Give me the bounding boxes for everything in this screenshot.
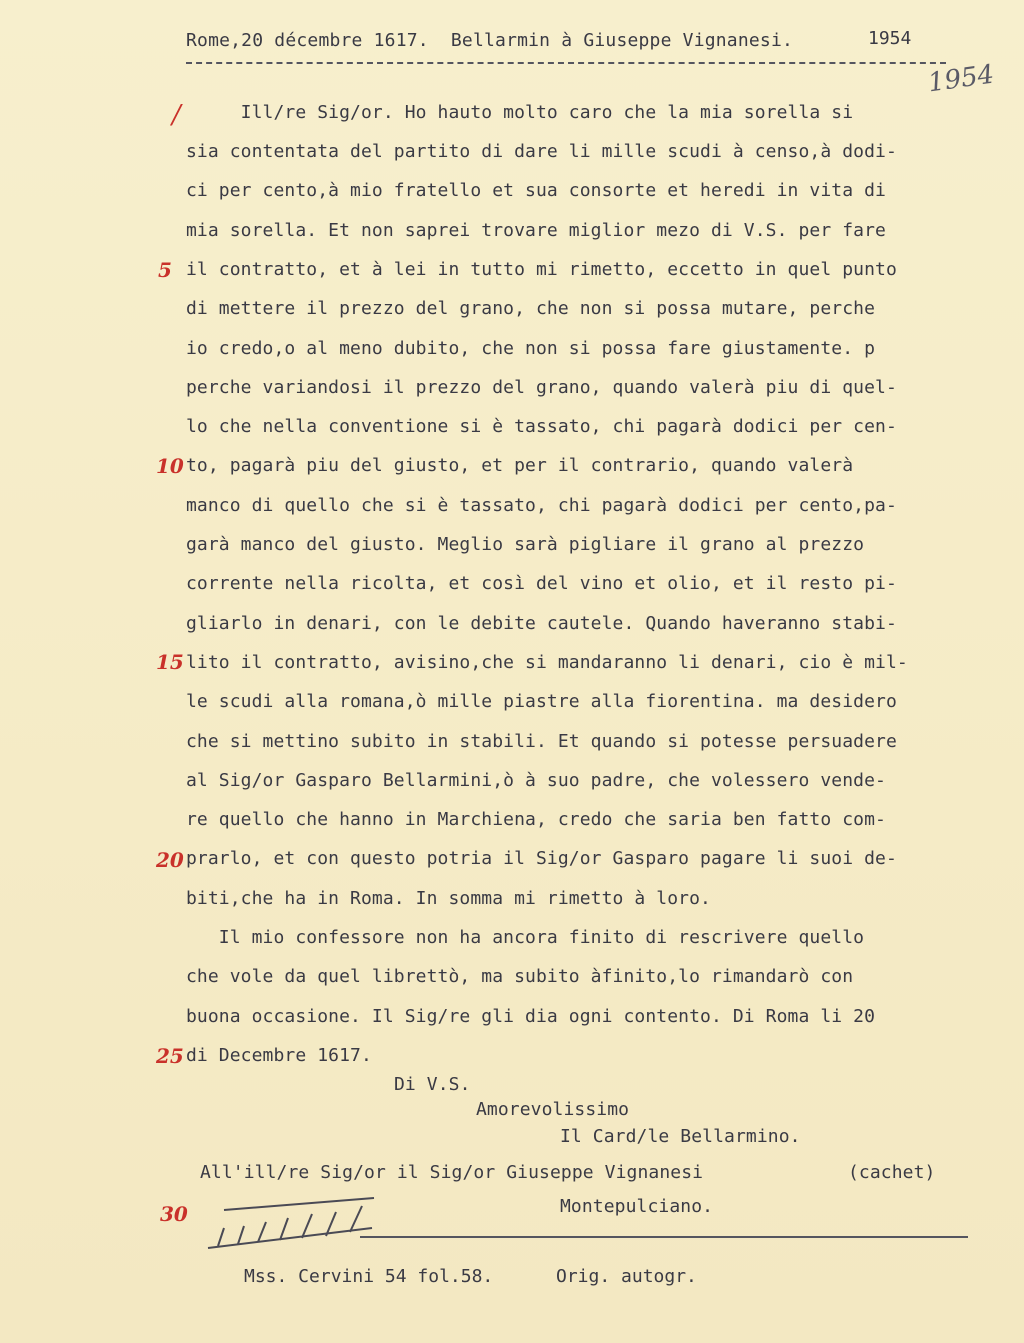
body-line: perche variandosi il prezzo del grano, quando valerà piu di quel- — [186, 377, 897, 398]
margin-mark-15: 15 — [156, 650, 184, 674]
footer-source: Mss. Cervini 54 fol.58. — [244, 1266, 494, 1287]
body-line: mia sorella. Et non saprei trovare miglior mezo di V.S. per fare — [186, 220, 886, 241]
body-line: le scudi alla romana,ò mille piastre alla fiorentina. ma desidero — [186, 691, 897, 712]
body-line: to, pagarà piu del giusto, et per il contrario, quando valerà — [186, 455, 854, 476]
document-header: Rome,20 décembre 1617. Bellarmin à Giuseppe Vignanesi. — [186, 30, 794, 51]
seal-note: (cachet) — [848, 1162, 936, 1183]
body-line: che si mettino subito in stabili. Et quando si potesse persuadere — [186, 731, 897, 752]
body-line: ci per cento,à mio fratello et sua consorte et heredi in vita di — [186, 180, 886, 201]
body-line: di Decembre 1617. — [186, 1045, 372, 1066]
footer-rule — [360, 1236, 968, 1238]
body-line: io credo,o al meno dubito, che non si possa fare giustamente. p — [186, 338, 876, 359]
address-place: Montepulciano. — [560, 1196, 714, 1217]
header-number: 1954 — [868, 28, 912, 49]
body-line: gliarlo in denari, con le debite cautele. Quando haveranno stabi- — [186, 613, 897, 634]
body-line: biti,che ha in Roma. In somma mi rimetto à loro. — [186, 888, 711, 909]
body-line: lo che nella conventione si è tassato, chi pagarà dodici per cen- — [186, 416, 897, 437]
body-line: prarlo, et con questo potria il Sig/or Gasparo pagare li suoi de- — [186, 848, 897, 869]
margin-mark-1: / — [172, 100, 181, 130]
body-line: sia contentata del partito di dare li mille scudi à censo,à dodi- — [186, 141, 897, 162]
body-line: di mettere il prezzo del grano, che non si possa mutare, perche — [186, 298, 876, 319]
body-line: re quello che hanno in Marchiena, credo che saria ben fatto com- — [186, 809, 886, 830]
margin-mark-10: 10 — [156, 454, 184, 478]
header-dashed-rule — [186, 62, 946, 64]
closing-valediction: Amorevolissimo — [476, 1099, 630, 1120]
body-line: il contratto, et à lei in tutto mi rimetto, eccetto in quel punto — [186, 259, 897, 280]
address-line: All'ill/re Sig/or il Sig/or Giuseppe Vignanesi — [200, 1162, 704, 1183]
footer-note: Orig. autogr. — [556, 1266, 697, 1287]
handwritten-number: 1954 — [926, 59, 996, 99]
margin-mark-20: 20 — [156, 848, 184, 872]
margin-mark-5: 5 — [158, 258, 172, 282]
margin-mark-25: 25 — [156, 1044, 184, 1068]
body-line: al Sig/or Gasparo Bellarmini,ò à suo padre, che volessero vende- — [186, 770, 886, 791]
body-line: Ill/re Sig/or. Ho hauto molto caro che la mia sorella si — [186, 102, 854, 123]
body-line: corrente nella ricolta, et così del vino et olio, et il resto pi- — [186, 573, 897, 594]
body-line: Il mio confessore non ha ancora finito di rescrivere quello — [186, 927, 865, 948]
body-line: buona occasione. Il Sig/re gli dia ogni contento. Di Roma li 20 — [186, 1006, 876, 1027]
body-line: lito il contratto, avisino,che si mandaranno li denari, cio è mil- — [186, 652, 908, 673]
body-line: che vole da quel librettò, ma subito àfinito,lo rimandarò con — [186, 966, 854, 987]
body-line: garà manco del giusto. Meglio sarà pigliare il grano al prezzo — [186, 534, 865, 555]
signature: Il Card/le Bellarmino. — [560, 1126, 801, 1147]
body-line: manco di quello che si è tassato, chi pagarà dodici per cento,pa- — [186, 495, 897, 516]
closing-greeting: Di V.S. — [394, 1074, 471, 1095]
handwritten-hatch-marks — [204, 1196, 380, 1252]
margin-mark-30: 30 — [160, 1202, 188, 1226]
